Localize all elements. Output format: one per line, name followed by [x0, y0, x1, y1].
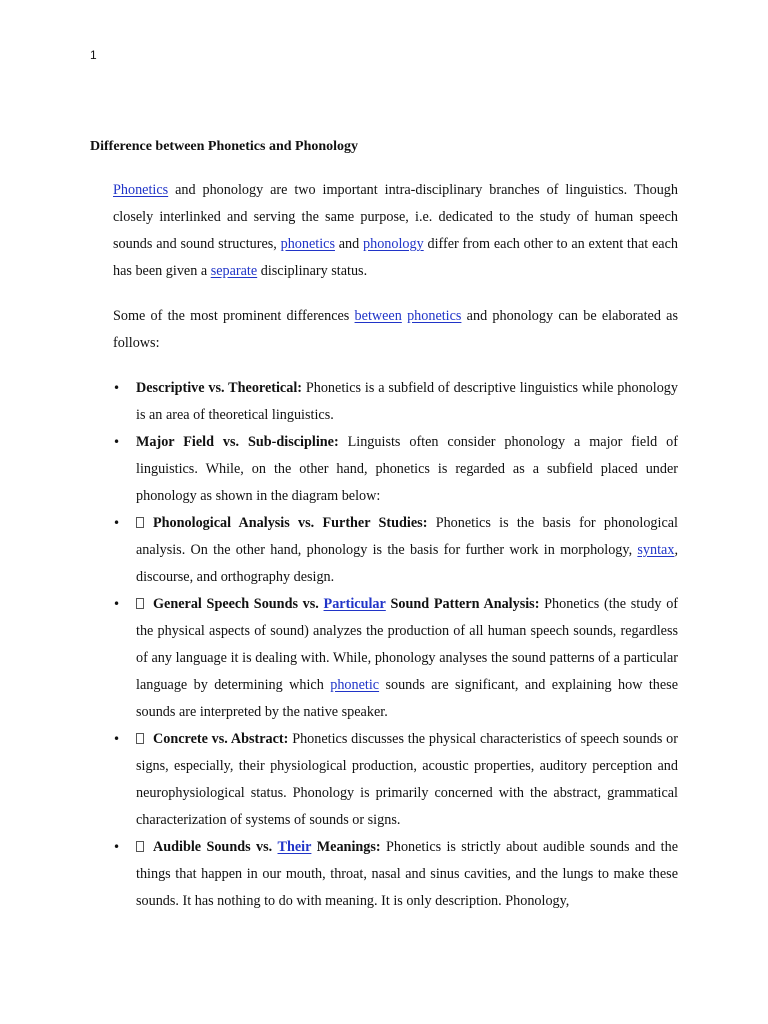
list-item	[113, 726, 678, 834]
list-item	[113, 591, 678, 726]
bullet-text-after: , discourse, and orthography design.	[136, 542, 678, 585]
bullet-icon: •	[113, 381, 121, 395]
intro-text-2: and	[334, 236, 363, 252]
link-phonetic[interactable]: phonetic	[330, 677, 380, 693]
lead-text-3: and phonology can be elaborated as follows:	[113, 308, 678, 351]
link-their[interactable]: Their	[277, 839, 312, 855]
bullet-icon: •	[113, 597, 121, 611]
bullet-term: Phonological Analysis vs. Further Studies:	[153, 515, 428, 531]
bullet-icon: •	[113, 516, 121, 530]
bullet-icon: •	[113, 435, 121, 449]
intro-text-3: differ from each other to an extent that each has been given a	[113, 236, 678, 279]
link-phonetics-2[interactable]: phonetics	[280, 236, 335, 252]
lead-paragraph	[113, 303, 678, 357]
bullet-term-after: Meanings:	[316, 839, 381, 855]
missing-glyph-icon	[136, 841, 144, 852]
bullet-text: Phonetics is a subfield of descriptive linguistics while phonology is an area of theoretical linguistics.	[136, 380, 678, 423]
bullet-term: Audible Sounds vs.	[153, 839, 273, 855]
link-phonetics-3[interactable]: phonetics	[407, 308, 462, 324]
missing-glyph-icon	[136, 517, 144, 528]
link-phonology[interactable]: phonology	[363, 236, 424, 252]
bullet-text-after: sounds are significant, and explaining how these sounds are interpreted by the native speaker.	[136, 677, 678, 720]
bullet-term: Descriptive vs. Theoretical:	[136, 380, 302, 396]
bullet-term: General Speech Sounds vs.	[153, 596, 319, 612]
bullet-term-after: Sound Pattern Analysis:	[390, 596, 540, 612]
document-title: Difference between Phonetics and Phonology	[90, 139, 359, 154]
bullet-text: Linguists often consider phonology a major field of linguistics. While, on the other hand, phonetics is regarded as a subfield placed under phonology as shown in the diagram below:	[136, 434, 678, 504]
missing-glyph-icon	[136, 598, 144, 609]
list-item	[113, 375, 678, 429]
link-separate[interactable]: separate	[210, 263, 258, 279]
page-number: 1	[90, 48, 97, 62]
differences-list	[113, 375, 678, 915]
bullet-text: Phonetics discusses the physical characteristics of speech sounds or signs, especially, their physiological production, acoustic properties, auditory perception and neurophysiological status. Phonology is primarily concerned with the abstract, grammatical characterization of systems of sounds or signs.	[136, 731, 678, 828]
link-syntax[interactable]: syntax	[637, 542, 675, 558]
link-particular[interactable]: Particular	[323, 596, 386, 612]
bullet-term: Concrete vs. Abstract:	[153, 731, 289, 747]
bullet-text: Phonetics is strictly about audible sounds and the things that happen in our mouth, throat, nasal and sinus cavities, and the lungs to make these sounds. It has nothing to do with meaning. It is only description. Phonology,	[136, 839, 679, 909]
link-phonetics[interactable]: Phonetics	[113, 182, 169, 198]
bullet-text: Phonetics is the basis for phonological analysis. On the other hand, phonology is the basis for further work in morphology,	[136, 515, 678, 558]
list-item	[113, 429, 678, 510]
missing-glyph-icon	[136, 733, 144, 744]
lead-text-1: Some of the most prominent differences	[113, 308, 355, 324]
bullet-term: Major Field vs. Sub-discipline:	[136, 434, 339, 450]
link-between[interactable]: between	[354, 308, 402, 324]
bullet-icon: •	[113, 840, 121, 854]
list-item	[113, 834, 678, 915]
intro-paragraph	[113, 177, 678, 285]
list-item	[113, 510, 678, 591]
intro-text-1: and phonology are two important intra-disciplinary branches of linguistics. Though closely interlinked and serving the same purpose, i.e. dedicated to the study of human speech sounds and sound structures,	[113, 182, 678, 252]
intro-text-4: disciplinary status.	[257, 263, 368, 279]
bullet-icon: •	[113, 732, 121, 746]
bullet-text: Phonetics (the study of the physical aspects of sound) analyzes the production of all human speech sounds, regardless of any language it is dealing with. While, phonology analyses the sound patterns of a particular language by determining which	[136, 596, 679, 693]
